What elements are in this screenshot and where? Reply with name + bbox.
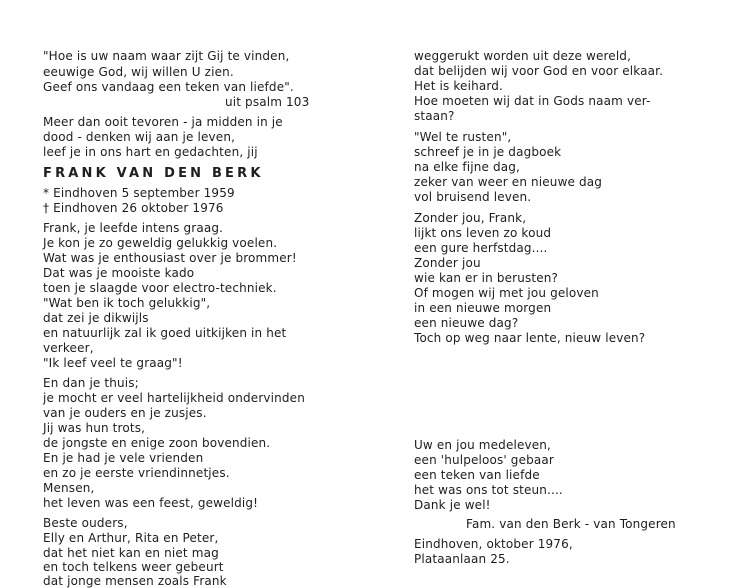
paragraph-line: En dan je thuis; [43, 376, 139, 390]
paragraph-line: Jij was hun trots, [43, 421, 146, 435]
paragraph-line: Het is keihard. [414, 79, 503, 93]
paragraph-line: en zo je eerste vriendinnetjes. [43, 466, 230, 480]
paragraph-line: dat het niet kan en niet mag [43, 546, 219, 560]
paragraph-line: dat belijden wij voor God en voor elkaar. [414, 64, 664, 78]
paragraph-line: dat jonge mensen zoals Frank [43, 574, 227, 588]
paragraph-line: Frank, je leefde intens graag. [43, 221, 224, 235]
paragraph-line: dat zei je dikwijls [43, 311, 149, 325]
paragraph-line: in een nieuwe morgen [414, 301, 552, 315]
paragraph-line: "Ik leef veel te graag"! [43, 356, 183, 370]
paragraph-line: verkeer, [43, 341, 94, 355]
place-date: Eindhoven, oktober 1976, [414, 537, 573, 551]
quote-source: uit psalm 103 [225, 95, 310, 109]
thanks-line: een teken van liefde [414, 468, 540, 482]
paragraph-line: "Wat ben ik toch gelukkig", [43, 296, 211, 310]
paragraph-line: Dat was je mooiste kado [43, 266, 195, 280]
paragraph-line: Toch op weg naar lente, nieuw leven? [414, 331, 646, 345]
thanks-line: Uw en jou medeleven, [414, 438, 552, 452]
paragraph-line: Hoe moeten wij dat in Gods naam ver- [414, 94, 651, 108]
paragraph-line: En je had je vele vrienden [43, 451, 204, 465]
paragraph-line: Elly en Arthur, Rita en Peter, [43, 531, 219, 545]
paragraph-line: het leven was een feest, geweldig! [43, 496, 259, 510]
family-signature: Fam. van den Berk - van Tongeren [466, 517, 676, 531]
address: Plataanlaan 25. [414, 552, 510, 566]
paragraph-line: weggerukt worden uit deze wereld, [414, 49, 632, 63]
paragraph-line: en natuurlijk zal ik goed uitkijken in het [43, 326, 287, 340]
paragraph-line: wie kan er in berusten? [414, 271, 559, 285]
paragraph-line: Zonder jou [414, 256, 481, 270]
paragraph-line: staan? [414, 109, 455, 123]
paragraph-line: een nieuwe dag? [414, 316, 519, 330]
paragraph-line: vol bruisend leven. [414, 190, 532, 204]
intro-line: dood - denken wij aan je leven, [43, 130, 236, 144]
paragraph-line: zeker van weer en nieuwe dag [414, 175, 603, 189]
quote-line: eeuwige God, wij willen U zien. [43, 65, 234, 79]
paragraph-line: "Wel te rusten", [414, 130, 512, 144]
birth-date: * Eindhoven 5 september 1959 [43, 186, 235, 200]
quote-line: "Hoe is uw naam waar zijt Gij te vinden, [43, 49, 290, 63]
deceased-name: FRANK VAN DEN BERK [43, 166, 264, 181]
paragraph-line: Mensen, [43, 481, 95, 495]
intro-line: Meer dan ooit tevoren - ja midden in je [43, 115, 283, 129]
paragraph-line: Beste ouders, [43, 516, 128, 530]
paragraph-line: je mocht er veel hartelijkheid ondervinden [43, 391, 305, 405]
thanks-line: Dank je wel! [414, 498, 491, 512]
paragraph-line: na elke fijne dag, [414, 160, 521, 174]
paragraph-line: van je ouders en je zusjes. [43, 406, 207, 420]
paragraph-line: toen je slaagde voor electro-techniek. [43, 281, 277, 295]
paragraph-line: de jongste en enige zoon bovendien. [43, 436, 271, 450]
thanks-line: het was ons tot steun.... [414, 483, 563, 497]
paragraph-line: Je kon je zo geweldig gelukkig voelen. [43, 236, 278, 250]
paragraph-line: schreef je in je dagboek [414, 145, 562, 159]
thanks-line: een 'hulpeloos' gebaar [414, 453, 554, 467]
paragraph-line: Of mogen wij met jou geloven [414, 286, 599, 300]
quote-line: Geef ons vandaag een teken van liefde". [43, 80, 294, 94]
paragraph-line: en toch telkens weer gebeurt [43, 560, 224, 574]
paragraph-line: Wat was je enthousiast over je brommer! [43, 251, 297, 265]
paragraph-line: een gure herfstdag.... [414, 241, 548, 255]
intro-line: leef je in ons hart en gedachten, jij [43, 145, 258, 159]
death-date: † Eindhoven 26 oktober 1976 [43, 201, 224, 215]
paragraph-line: Zonder jou, Frank, [414, 211, 527, 225]
paragraph-line: lijkt ons leven zo koud [414, 226, 552, 240]
